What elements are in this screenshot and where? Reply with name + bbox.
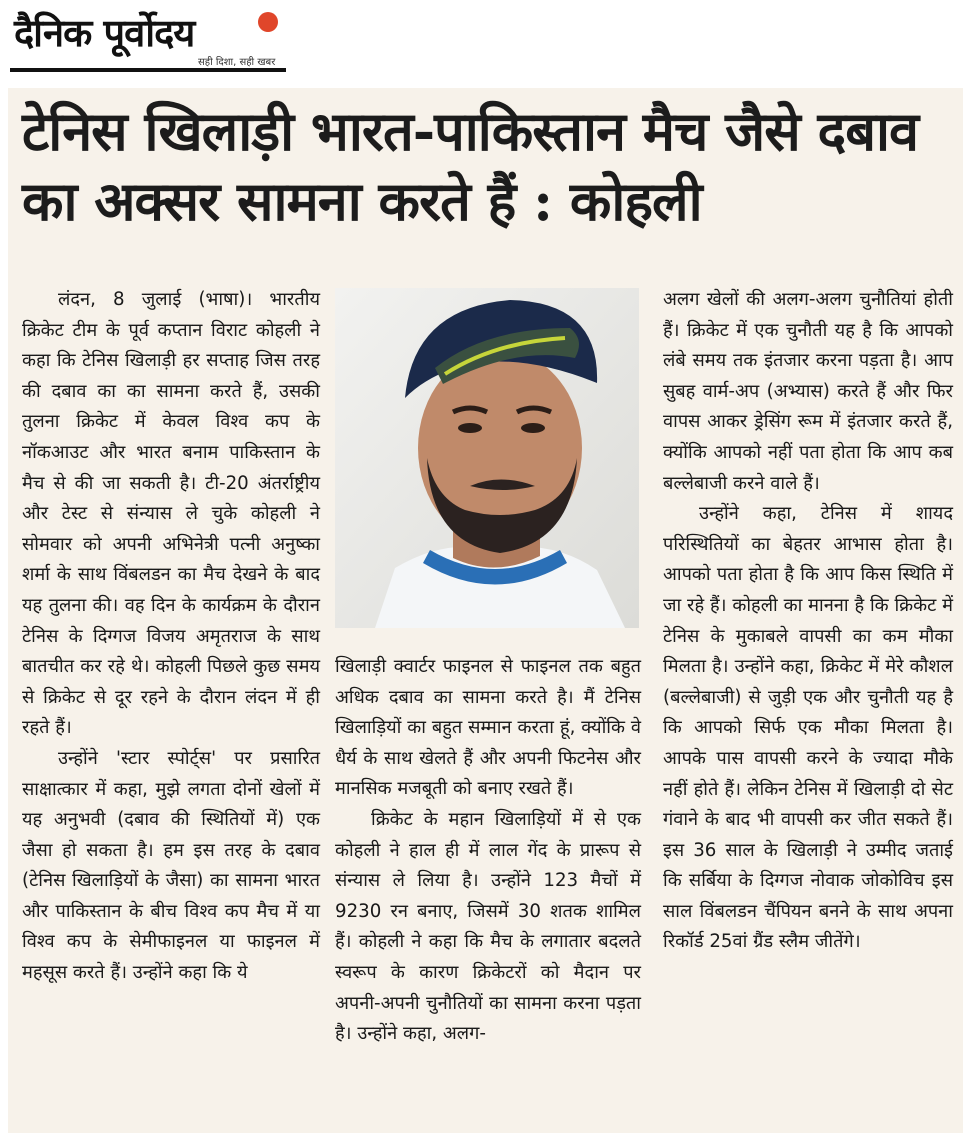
kohli-photo [335,288,639,628]
article-column-2 [335,652,641,1050]
paragraph: उन्होंने 'स्टार स्पोर्ट्स' पर प्रसारित साक्षात्कार में कहा, मुझे लगता दोनों खेलों में यह अनुभवी (दबाव की स्थितियों में) एक जैसा हो सकता है। हम इस तरह के दबाव (टेनिस खिलाड़ियों के जैसा) का सामना भारत और पाकिस्तान के बीच विश्व कप मैच में या विश्व कप के सेमीफाइनल या फाइनल में महसूस करते हैं। उन्होंने कहा कि ये [22,747,320,984]
portrait-illustration [335,288,639,628]
article-column-3 [663,285,953,958]
newspaper-logo: दैनिक पूर्वोदय [14,11,195,55]
masthead-rule [10,68,286,72]
paragraph: लंदन, 8 जुलाई (भाषा)। भारतीय क्रिकेट टीम के पूर्व कप्तान विराट कोहली ने कहा कि टेनिस खिलाड़ी हर सप्ताह जिस तरह की दबाव का का सामना करते हैं, उसकी तुलना क्रिकेट में केवल विश्व कप के नॉकआउट और भारत बनाम पाकिस्तान के मैच से की जा सकती है। टी-20 अंतर्राष्ट्रीय और टेस्ट से संन्यास ले चुके कोहली ने सोमवार को अपनी अभिनेत्री पत्नी अनुष्का शर्मा के साथ विंबलडन का मैच देखने के बाद यह तुलना की। वह दिन के कार्यक्रम के दौरान टेनिस के दिग्गज विजय अमृतराज के साथ बातचीत कर रहे थे। कोहली पिछले कुछ समय से क्रिकेट से दूर रहने के दौरान लंदन में ही रहते हैं। [22,289,320,739]
masthead [0,0,965,85]
paragraph: उन्होंने कहा, टेनिस में शायद परिस्थितियों का बेहतर आभास होता है। आपको पता होता है कि आप किस स्थिति में जा रहे हैं। कोहली का मानना है कि क्रिकेट में टेनिस के मुकाबले वापसी का कम मौका मिलता है। उन्होंने कहा, क्रिकेट में मेरे कौशल (बल्लेबाजी) से जुड़ी एक और चुनौती यह है कि आपको सिर्फ एक मौका मिलता है। आपके पास वापसी करने के ज्यादा मौके नहीं होते हैं। लेकिन टेनिस में खिलाड़ी दो सेट गंवाने के बाद भी वापसी कर जीत सकते हैं। इस 36 साल के खिलाड़ी ने उम्मीद जताई कि सर्बिया के दिग्गज नोवाक जोकोविच इस साल विंबलडन चैंपियन बनने के साथ अपना रिकॉर्ड 25वां ग्रैंड स्लैम जीतेंगे। [663,503,953,953]
headline: टेनिस खिलाड़ी भारत-पाकिस्तान मैच जैसे दबाव का अक्सर सामना करते हैं : कोहली [22,99,919,233]
paragraph: खिलाड़ी क्वार्टर फाइनल से फाइनल तक बहुत अधिक दबाव का सामना करते है। मैं टेनिस खिलाड़ियों का बहुत सम्मान करता हूं, क्योंकि वे धैर्य के साथ खेलते हैं और अपनी फिटनेस और मानसिक मजबूती को बनाए रखते हैं। [335,656,641,800]
tagline: सही दिशा, सही खबर [198,57,276,68]
article-column-1 [22,285,320,989]
paragraph: अलग खेलों की अलग-अलग चुनौतियां होती हैं। क्रिकेट में एक चुनौती यह है कि आपको लंबे समय तक इंतजार करना पड़ता है। आप सुबह वार्म-अप (अभ्यास) करते हैं और फिर वापस आकर ड्रेसिंग रूम में इंतजार करते हैं, क्योंकि आपको नहीं पता होता कि आप कब बल्लेबाजी करने वाले हैं। [663,289,953,494]
logo-dot-icon [258,12,278,32]
paragraph: क्रिकेट के महान खिलाड़ियों में से एक कोहली ने हाल ही में लाल गेंद के प्रारूप से संन्यास ले लिया है। उन्होंने 123 मैचों में 9230 रन बनाए, जिसमें 30 शतक शामिल हैं। कोहली ने कहा कि मैच के लगातार बदलते स्वरूप के कारण क्रिकेटरों को मैदान पर अपनी-अपनी चुनौतियों का सामना करना पड़ता है। उन्होंने कहा, अलग- [335,808,641,1045]
